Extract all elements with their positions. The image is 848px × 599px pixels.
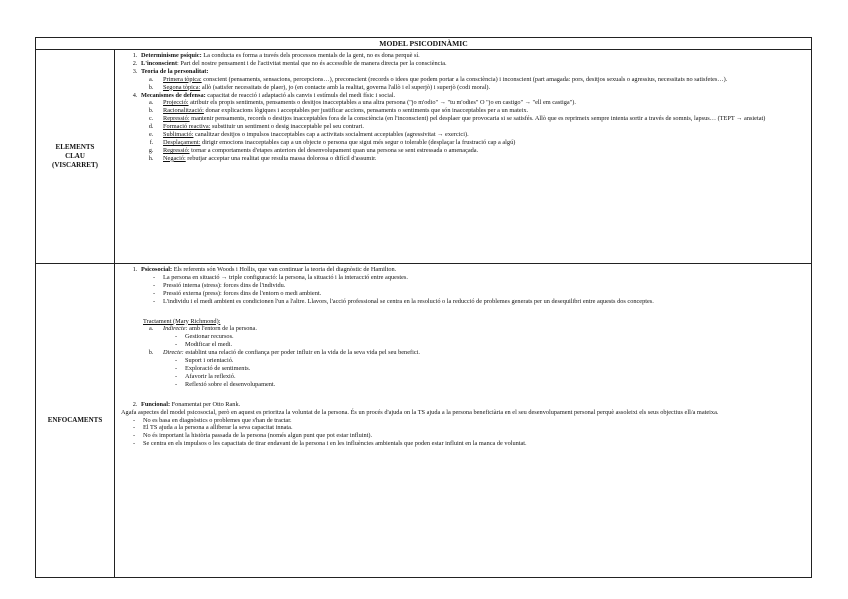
direct-bullets: [163, 357, 805, 389]
list-item: 2. Funcional: Fonamentat per Otto Rank.: [139, 401, 805, 409]
list-item: - Pressió interna (stress): forces dins de l'individu.: [153, 282, 805, 290]
table-row-approaches: [36, 264, 812, 578]
list-item: 3. Teoria de la personalitat: a. Primera tòpica: conscient (pensaments, sensacions, percepcions…), preconscient (records o idees que podem portar a la consciència) i inconscient (part amagada: pors, desitjos sexuals o agressius, necessitats no satisfetes…). b. Segona tòpica: allò (satisfer necessitats de plaer), jo (en contacte amb la realitat, governa l'allò i el superjò) i superjò (codi moral).: [139, 68, 805, 92]
list-item: 1. Determinisme psíquic: La conducta es forma a través dels processos mentals de la gent, no es dona perquè sí.: [139, 52, 805, 60]
list-item: 2. L'inconscient: Part del nostre pensament i de l'activitat mental que no és accessible de manera directa per la consciència.: [139, 60, 805, 68]
table-row-elements: [36, 50, 812, 264]
list-item: b. Racionalització: donar explicacions lògiques i acceptables per justificar accions, pensaments o sentiments que són inacceptables per a un mateix.: [155, 107, 805, 115]
list-item: - Modificar el medi.: [175, 341, 805, 349]
list-item: - Gestionar recursos.: [175, 333, 805, 341]
table-title: MODEL PSICODINÀMIC: [36, 38, 812, 50]
list-item: c. Repressió: mantenir pensaments, records o desitjos inacceptables fora de la consciència (en l'inconscient) pel desplaer que provocaria si se satisfés. Allò que es reprimeix sempre intenta sortir a través de somnis, lapsus… (TEPT → ansietat): [155, 115, 805, 123]
list-item: - La persona en situació → triple configuració: la persona, la situació i la interacció entre aquestes.: [153, 274, 805, 282]
list-item: - El TS ajuda a la persona a alliberar la seva capacitat innata.: [133, 424, 805, 432]
list-item: a. Projecció: atribuir els propis sentiments, pensaments o desitjos inacceptables a una altra persona ("jo m'odio" → "tu m'odies" O "jo en castigo" → "ell em castiga").: [155, 99, 805, 107]
treatment-sublist: [141, 325, 805, 388]
row-header-line-2: CLAU: [65, 152, 85, 160]
elements-list: [119, 52, 805, 163]
list-item: - Afavorir la reflexió.: [175, 373, 805, 381]
list-item: - L'individu i el medi ambient es condicionen l'un a l'altre. Llavors, l'acció professional se centra en la resolució o la reducció de problemes generats per un desequilibri entre aquests dos conceptes.: [153, 298, 805, 306]
row-header-line-3: (VISCARRET): [52, 161, 98, 169]
approaches-content: [115, 264, 812, 578]
list-item: - Exploració de sentiments.: [175, 365, 805, 373]
list-item: e. Sublimació: canalitzar desitjos o impulsos inacceptables cap a activitats socialment acceptables (agressivitat → exercici).: [155, 131, 805, 139]
list-item: - No es basa en diagnòstics o problemes que s'han de tractar.: [133, 417, 805, 425]
list-item: - No és important la història passada de la persona (només algun punt que pot estar influint).: [133, 432, 805, 440]
list-item: h. Negació: rebutjar acceptar una realitat que resulta massa dolorosa o difícil d'assumir.: [155, 155, 805, 163]
list-item: - Pressió externa (press): forces dins de l'entorn o medi ambient.: [153, 290, 805, 298]
functional-paragraph: Agafa aspectes del model psicosocial, però en aquest es prioritza la voluntat de la persona. És un procés d'ajuda on la TS ajuda a la persona beneficiària en el seu desenvolupament personal perquè assoleixi els seus objectius ell/a mateixa.: [121, 408, 719, 416]
indirect-bullets: [163, 333, 805, 349]
list-item: 4. Mecanismes de defensa: capacitat de reacció i adaptació als canvis i estímuls del medi físic i social. a. Projecció: atribuir els propis sentiments, pensaments o desitjos inacceptables a una altra persona ("jo m'odio" → "tu m'odies" O "jo en castigo" → "ell em castiga"). b. Racionalització: donar explicacions lògiques i acceptables per justificar accions, pensaments o sentiments que són inacceptables per a un mateix. c. Repressió: mantenir pensaments, records o desitjos inacceptables fora de la consciència (en l'inconscient) pel desplaer que provocaria si se satisfés. Allò que es reprimeix sempre intenta sortir a través de somnis, lapsus… (TEPT → ansietat) d. Formació reactiva: substituir un sentiment o desig inacceptable pel seu contrari. e. Sublimació: canalitzar desitjos o impulsos inacceptables cap a activitats socialment acceptables (agressivitat → exercici). f. Desplaçament: dirigir emocions inacceptables cap a un objecte o persona que sigui més segur o tolerable (desplaçar la frustració cap a algú) g. Regressió: tornar a comportaments d'etapes anteriors del desenvolupament quan una persona se sent estressada o amenaçada. h. Negació: rebutjar acceptar una realitat que resulta massa dolorosa o difícil d'assumir.: [139, 92, 805, 163]
list-item: - Reflexió sobre el desenvolupament.: [175, 381, 805, 389]
defense-mechanisms-sublist: [141, 99, 805, 162]
list-item: b. Directe: establint una relació de confiança per poder influir en la vida de la seva vida pel seu benefici. - Suport i orientació. - Exploració de sentiments. - Afavorir la reflexió. - Reflexió sobre el desenvolupament.: [155, 349, 805, 389]
list-item: f. Desplaçament: dirigir emocions inacceptables cap a un objecte o persona que sigui més segur o tolerable (desplaçar la frustració cap a algú): [155, 139, 805, 147]
personality-sublist: [141, 76, 805, 92]
list-item: a. Primera tòpica: conscient (pensaments, sensacions, percepcions…), preconscient (records o idees que podem portar a la consciència) i inconscient (part amagada: pors, desitjos sexuals o agressius, necessitats no satisfetes…).: [155, 76, 805, 84]
psychosocial-bullets: [141, 274, 805, 306]
list-item: b. Segona tòpica: allò (satisfer necessitats de plaer), jo (en contacte amb la realitat, governa l'allò i el superjò) i superjò (codi moral).: [155, 84, 805, 92]
psychodynamic-model-table: [35, 37, 812, 578]
treatment-title: Tractament (Mary Richmond):: [143, 317, 221, 325]
list-item: - Suport i orientació.: [175, 357, 805, 365]
row-header-elements: [36, 50, 115, 264]
list-item: d. Formació reactiva: substituir un sentiment o desig inacceptable pel seu contrari.: [155, 123, 805, 131]
list-item: - Se centra en els impulsos o les capacitats de tirar endavant de la persona i en les influències ambientals que poden estar influint en la manca de voluntat.: [133, 440, 805, 448]
list-item: a. Indirecte: amb l'entorn de la persona. - Gestionar recursos. - Modificar el medi.: [155, 325, 805, 349]
row-header-line-1: ELEMENTS: [55, 143, 95, 151]
elements-content: [115, 50, 812, 264]
approaches-list: [119, 266, 805, 409]
row-header-approaches: ENFOCAMENTS: [36, 264, 115, 578]
functional-bullets: [119, 417, 805, 449]
list-item: 1. Psicosocial: Els referents són Woods i Hollis, que van continuar la teoria del diagnòstic de Hamilton. - La persona en situació → triple configuració: la persona, la situació i la interacció entre aquestes. - Pressió interna (stress): forces dins de l'individu. - Pressió externa (press): forces dins de l'entorn o medi ambient. - L'individu i el medi ambient es condicionen l'un a l'altre. Llavors, l'acció professional se centra en la resolució o la reducció de problemes generats per un desequilibri entre aquests dos conceptes. Tractament (Mary Richmond): a. Indirecte: amb l'entorn de la persona. - Gestionar recursos. - Modificar el medi. b. Directe: establint una relació de confiança per poder influir en la vida de la seva vida pel seu benefici. - Suport i orientació. - Exploració de sentiments. - Afavorir la reflexió. - Reflexió sobre el desenvolupament.: [139, 266, 805, 401]
list-item: g. Regressió: tornar a comportaments d'etapes anteriors del desenvolupament quan una persona se sent estressada o amenaçada.: [155, 147, 805, 155]
